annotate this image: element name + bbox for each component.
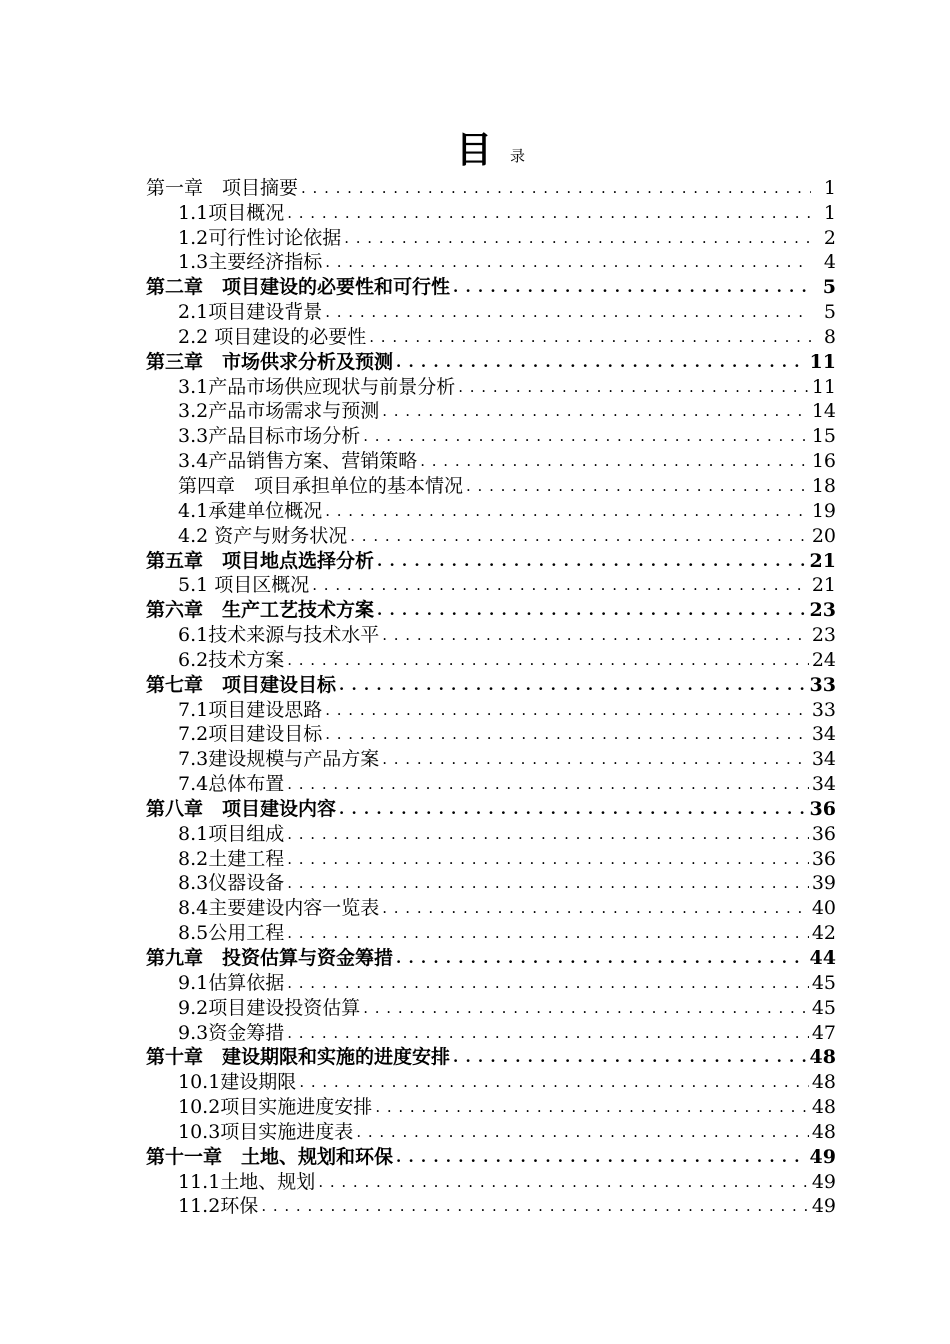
toc-section-entry[interactable] — [146, 199, 836, 224]
toc-entry-label: 10.2项目实施进度安排 — [178, 1096, 373, 1119]
toc-section-entry[interactable] — [146, 1019, 836, 1044]
toc-entry-label: 第五章 项目地点选择分析 — [146, 549, 375, 572]
toc-leader-dots — [369, 326, 811, 348]
toc-entry-label: 第十一章 土地、规划和环保 — [146, 1145, 394, 1168]
toc-entry-label: 6.2技术方案 — [178, 648, 285, 671]
toc-leader-dots — [301, 177, 811, 199]
toc-leader-dots — [363, 997, 809, 1019]
toc-entry-label: 第八章 项目建设内容 — [146, 797, 337, 820]
toc-entry-page: 39 — [811, 872, 836, 895]
toc-section-entry[interactable] — [146, 721, 836, 746]
toc-entry-label: 1.3主要经济指标 — [178, 251, 323, 274]
toc-entry-page: 14 — [811, 400, 836, 423]
toc-leader-dots — [363, 425, 809, 447]
toc-entry-label: 11.2环保 — [178, 1195, 259, 1218]
toc-entry-page: 36 — [811, 822, 836, 845]
toc-leader-dots — [377, 550, 807, 572]
toc-leader-dots — [466, 475, 809, 497]
toc-chapter-entry[interactable] — [146, 795, 836, 820]
toc-entry-page: 48 — [809, 1046, 836, 1069]
toc-chapter-entry[interactable] — [146, 596, 836, 621]
toc-entry-page: 45 — [811, 996, 836, 1019]
toc-section-entry[interactable] — [146, 572, 836, 597]
toc-entry-label: 4.1承建单位概况 — [178, 499, 323, 522]
toc-section-entry[interactable] — [146, 1168, 836, 1193]
toc-entry-page: 21 — [811, 574, 836, 597]
toc-entry-page: 19 — [811, 499, 836, 522]
toc-entry-page: 20 — [811, 524, 836, 547]
toc-entry-label: 7.1项目建设思路 — [178, 698, 323, 721]
toc-entry-page: 49 — [811, 1195, 836, 1218]
toc-leader-dots — [287, 202, 811, 224]
toc-section-entry[interactable] — [146, 770, 836, 795]
toc-leader-dots — [287, 848, 809, 870]
toc-leader-dots — [396, 351, 807, 373]
toc-entry-page: 45 — [811, 971, 836, 994]
toc-chapter-entry[interactable] — [146, 348, 836, 373]
toc-entry-label: 第四章 项目承担单位的基本情况 — [178, 474, 464, 497]
toc-entry-page: 48 — [811, 1096, 836, 1119]
toc-entry-page: 33 — [811, 698, 836, 721]
toc-chapter-entry[interactable] — [146, 273, 836, 298]
toc-entry-page: 36 — [809, 797, 836, 820]
toc-section-entry[interactable] — [146, 621, 836, 646]
toc-entry-label: 11.1土地、规划 — [178, 1170, 316, 1193]
toc-leader-dots — [458, 376, 809, 398]
toc-entry-page: 18 — [811, 474, 836, 497]
toc-entry-page: 34 — [811, 723, 836, 746]
toc-leader-dots — [453, 1046, 807, 1068]
toc-entry-page: 40 — [811, 897, 836, 920]
toc-section-entry[interactable] — [146, 820, 836, 845]
toc-chapter-entry[interactable] — [146, 174, 836, 199]
toc-entry-page: 2 — [823, 226, 836, 249]
toc-entry-label: 8.3仪器设备 — [178, 872, 285, 895]
toc-entry-page: 49 — [811, 1170, 836, 1193]
toc-leader-dots — [382, 897, 809, 919]
toc-entry-page: 48 — [811, 1120, 836, 1143]
toc-entry-label: 3.3产品目标市场分析 — [178, 425, 361, 448]
toc-entry-label: 10.1建设期限 — [178, 1071, 297, 1094]
toc-section-entry[interactable] — [146, 447, 836, 472]
toc-leader-dots — [396, 1146, 807, 1168]
toc-entry-page: 44 — [809, 947, 836, 969]
toc-entry-page: 8 — [823, 325, 836, 348]
toc-leader-dots — [382, 624, 809, 646]
toc-entry-page: 42 — [811, 922, 836, 945]
toc-entry-label: 1.2可行性讨论依据 — [178, 226, 342, 249]
toc-section-entry[interactable] — [146, 870, 836, 895]
toc-section-entry[interactable] — [146, 224, 836, 249]
toc-entry-page: 4 — [823, 251, 836, 274]
toc-leader-dots — [287, 773, 809, 795]
toc-entry-label: 第七章 项目建设目标 — [146, 673, 337, 696]
toc-entry-page: 1 — [823, 201, 836, 224]
toc-entry-label: 第九章 投资估算与资金筹措 — [146, 947, 394, 969]
toc-title-sub: 录 — [510, 147, 526, 165]
toc-leader-dots — [356, 1121, 809, 1143]
toc-entry-label: 9.1估算依据 — [178, 971, 285, 994]
toc-leader-dots — [325, 251, 811, 273]
toc-entry-label: 第一章 项目摘要 — [146, 176, 299, 199]
toc-leader-dots — [420, 450, 809, 472]
toc-entry-page: 15 — [811, 425, 836, 448]
toc-section-entry[interactable] — [146, 1118, 836, 1143]
toc-title — [0, 128, 950, 172]
toc-entry-label: 4.2 资产与财务状况 — [178, 524, 348, 547]
toc-entry-label: 2.1项目建设背景 — [178, 301, 323, 324]
toc-entry-page: 11 — [809, 350, 836, 373]
toc-leader-dots — [339, 674, 807, 696]
toc-entry-label: 9.3资金筹措 — [178, 1021, 285, 1044]
toc-leader-dots — [287, 823, 809, 845]
toc-section-entry[interactable] — [146, 919, 836, 944]
toc-chapter-entry[interactable] — [146, 1044, 836, 1069]
toc-entry-label: 7.4总体布置 — [178, 773, 285, 796]
toc-entry-page: 21 — [809, 549, 836, 572]
toc-section-entry[interactable] — [146, 398, 836, 423]
toc-leader-dots — [287, 922, 809, 944]
toc-leader-dots — [325, 723, 809, 745]
toc-entry-label: 第十章 建设期限和实施的进度安排 — [146, 1046, 451, 1069]
toc-leader-dots — [339, 798, 807, 820]
toc-leader-dots — [299, 1071, 809, 1093]
toc-entry-label: 7.3建设规模与产品方案 — [178, 748, 380, 771]
toc-entry-label: 3.4产品销售方案、营销策略 — [178, 450, 418, 473]
toc-leader-dots — [350, 525, 809, 547]
toc-entry-page: 33 — [809, 673, 836, 696]
toc-section-entry[interactable] — [146, 422, 836, 447]
toc-section-entry[interactable] — [146, 249, 836, 274]
toc-section-entry[interactable] — [146, 696, 836, 721]
toc-entry-label: 8.4主要建设内容一览表 — [178, 897, 380, 920]
toc-section-entry[interactable] — [146, 994, 836, 1019]
toc-entry-label: 第六章 生产工艺技术方案 — [146, 599, 375, 622]
toc-section-entry[interactable] — [146, 894, 836, 919]
toc-section-entry[interactable] — [146, 845, 836, 870]
toc-leader-dots — [261, 1195, 809, 1217]
toc-chapter-entry[interactable] — [146, 944, 836, 969]
toc-entry-label: 10.3项目实施进度表 — [178, 1120, 354, 1143]
toc-leader-dots — [312, 574, 809, 596]
toc-entry-page: 34 — [811, 748, 836, 771]
toc-entry-label: 3.2产品市场需求与预测 — [178, 400, 380, 423]
toc-entry-label: 3.1产品市场供应现状与前景分析 — [178, 375, 456, 398]
toc-entry-label: 2.2 项目建设的必要性 — [178, 325, 367, 348]
toc-entry-label: 7.2项目建设目标 — [178, 723, 323, 746]
toc-section-entry[interactable] — [146, 522, 836, 547]
toc-entry-page: 48 — [811, 1071, 836, 1094]
toc-leader-dots — [325, 699, 809, 721]
toc-leader-dots — [287, 1022, 809, 1044]
toc-entry-page: 5 — [823, 301, 836, 324]
toc-entry-page: 36 — [811, 847, 836, 870]
toc-chapter-entry[interactable] — [146, 671, 836, 696]
toc-entry-label: 第二章 项目建设的必要性和可行性 — [146, 276, 451, 299]
toc-leader-dots — [453, 276, 811, 298]
toc-entry-label: 6.1技术来源与技术水平 — [178, 624, 380, 647]
toc-entry-page: 49 — [809, 1145, 836, 1168]
toc-section-entry[interactable] — [146, 745, 836, 770]
toc-leader-dots — [344, 227, 811, 249]
toc-section-entry[interactable] — [146, 373, 836, 398]
toc-entry-page: 34 — [811, 773, 836, 796]
toc-leader-dots — [382, 400, 809, 422]
toc-entry-label: 8.1项目组成 — [178, 822, 285, 845]
toc-leader-dots — [318, 1171, 809, 1193]
toc-entry-page: 16 — [811, 450, 836, 473]
toc-entry-label: 8.5公用工程 — [178, 922, 285, 945]
toc-entry-page: 11 — [811, 375, 836, 398]
toc-leader-dots — [287, 649, 809, 671]
toc-entry-label: 8.2土建工程 — [178, 847, 285, 870]
toc-leader-dots — [377, 599, 807, 621]
toc-leader-dots — [375, 1096, 809, 1118]
toc-entry-label: 第三章 市场供求分析及预测 — [146, 350, 394, 373]
toc-leader-dots — [382, 748, 809, 770]
toc-chapter-entry[interactable] — [146, 547, 836, 572]
toc-section-entry[interactable] — [146, 1193, 836, 1218]
toc-section-entry[interactable] — [146, 323, 836, 348]
toc-entry-label: 9.2项目建设投资估算 — [178, 996, 361, 1019]
toc-leader-dots — [325, 301, 811, 323]
toc-entry-page: 23 — [811, 624, 836, 647]
toc-entry-label: 5.1 项目区概况 — [178, 574, 310, 597]
toc-leader-dots — [287, 972, 809, 994]
toc-entry-page: 1 — [823, 176, 836, 199]
toc-section-entry[interactable] — [146, 1093, 836, 1118]
table-of-contents — [146, 174, 836, 1217]
toc-section-entry[interactable] — [146, 497, 836, 522]
toc-leader-dots — [325, 500, 809, 522]
toc-section-entry[interactable] — [146, 298, 836, 323]
toc-section-entry[interactable] — [146, 1068, 836, 1093]
toc-section-entry[interactable] — [146, 646, 836, 671]
toc-section-entry[interactable] — [146, 969, 836, 994]
toc-entry-page: 23 — [809, 599, 836, 622]
toc-leader-dots — [396, 947, 807, 969]
toc-chapter-entry[interactable] — [146, 472, 836, 497]
toc-leader-dots — [287, 872, 809, 894]
toc-entry-label: 1.1项目概况 — [178, 201, 285, 224]
toc-entry-page: 5 — [822, 276, 836, 299]
toc-title-main: 目 — [456, 129, 495, 171]
toc-entry-page: 24 — [811, 648, 836, 671]
toc-chapter-entry[interactable] — [146, 1143, 836, 1168]
toc-entry-page: 47 — [811, 1021, 836, 1044]
